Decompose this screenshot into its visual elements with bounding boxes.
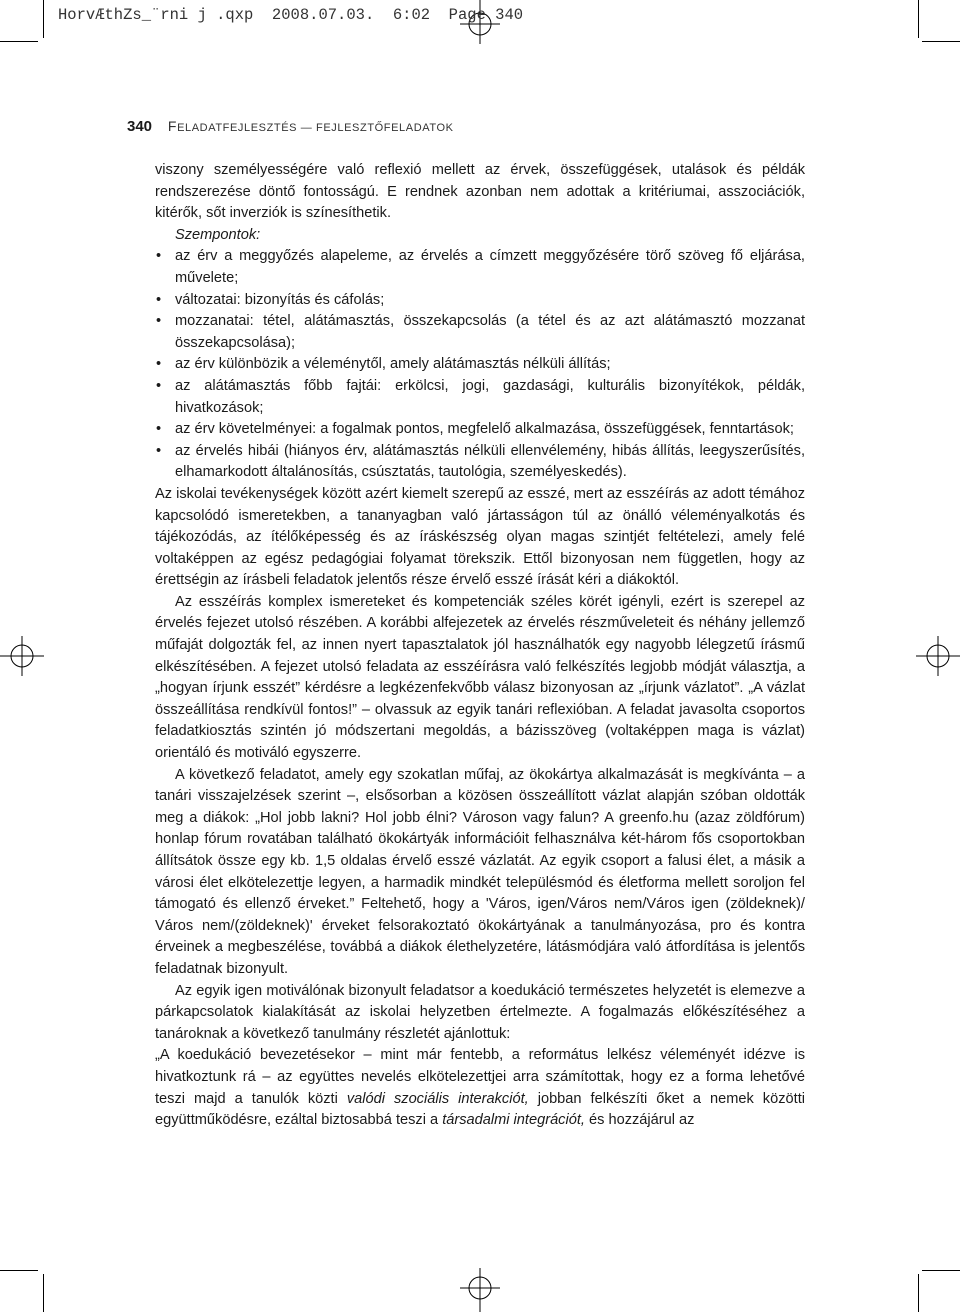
paragraph: Az iskolai tevékenységek között azért kiemelt szerepű az esszé, mert az esszéírás az adott témához kapcsolódó ismeretekben, a tananyagban való jártasságon túl az önálló véleményalkotás és tájékozódás, az ítélőképesség és az íráskészség olyan magas szintjét feltételezi, amely felé voltaképpen az egész pedagógiai folyamat törekszik. Ettől bizonyosan nem független, hogy az érettségin az írásbeli feladatok jelentős része érvelő esszé írását kéri a diákoktól. (155, 485, 805, 589)
crop-mark-bottom-right-v (918, 1274, 919, 1312)
registration-mark-left-icon (0, 636, 44, 676)
block-quote: „A koedukáció bevezetésekor – mint már fentebb, a református lelkész véleményét idézve is hivatkoztunk rá – az együttes nevelés elkötelezettjei arra számítottak, hogy ez a forma lehetővé teszi majd a tanulók közti valódi szociális interakciót, jobban felkészíti őket a nemek közötti együttműködésre, ezáltal biztosabbá teszi a társadalmi integrációt, és hozzájárul az (155, 1047, 805, 1129)
running-head (127, 118, 454, 135)
crop-mark-bottom-left-v (43, 1274, 44, 1312)
list-item: • az érv követelményei: a fogalmak pontos, megfelelő alkalmazása, összefüggések, fenntartások; (156, 421, 794, 438)
szempontok-label: Szempontok: (175, 226, 261, 243)
body-text (155, 160, 805, 1132)
crop-mark-top-right-h (922, 41, 960, 42)
crop-mark-bottom-right-h (922, 1270, 960, 1271)
crop-mark-top-left-v (43, 0, 44, 38)
crop-mark-bottom-left-h (0, 1270, 38, 1271)
crop-mark-top-left-h (0, 41, 38, 42)
list-item: • mozzanatai: tétel, alátámasztás, összekapcsolás (a tétel és az azt alátámasztó mozzanat összekapcsolása); (156, 313, 805, 351)
print-slug-line: HorvÆthZs_¨rni j .qxp 2008.07.03. 6:02 Page 340 (58, 6, 524, 24)
page-number: 340 (127, 118, 153, 135)
crop-mark-top-right-v (918, 0, 919, 38)
paragraph: A következő feladatot, amely egy szokatlan műfaj, az ökokártya alkalmazását is megkívánta – a tanári visszajelzések szerint –, elsősorban a közösen összeállított vázlat alapján szóban oldották meg a diákok: „Hol jobb lakni? Hol jobb élni? Városon vagy falun? A greenfo.hu (azaz zöldfórum) honlap fórum rovatában található ökokártyák információit felhasználva két-három fős csoportokban állítsátok össze egy kb. 1,5 oldalas érvelő esszé vázlatát. Az egyik csoport a falusi élet, a másik a városi élet elkötelezettje legyen, a harmadik mindkét településmód és életforma mellett soroljon fel támogató és ellenző érveket.” Feltehető, hogy a 'Város, igen/Város nem/Város igen (zöldeknek)/ Város nem/(zöldeknek)' érveket felsorakoztató ökokártyának a tanulmányozása, pro és kontra érveinek a megbeszélése, továbbá a diákok élethelyzetére, látásmódjára való átfordítása is jelentős feladatnak bizonyult. (155, 766, 805, 977)
paragraph-intro: viszony személyességére való reflexió mellett az érvek, összefüggések, utalások és példák rendszerezése döntő fontosságú. E rendnek azonban nem adottak a kritériumai, asszociációk, kitérők, sőt inverziók is színesíthetik. (155, 162, 805, 222)
running-head-title: FELADATFEJLESZTÉS — FEJLESZTŐFELADATOK (167, 118, 454, 134)
list-item: • az alátámasztás főbb fajtái: erkölcsi, jogi, gazdasági, kulturális bizonyítékok, példák, hivatkozások; (156, 377, 805, 416)
criteria-list (155, 246, 805, 484)
paragraph: Az egyik igen motiválónak bizonyult feladatsor a koedukáció természetes helyzetét is elemezve a párkapcsolatok kialakítását az iskolai helyzetben értelmezte. A fogalmazás előkészítéséhez a tanároknak a következő tanulmány részletét ajánlottuk: (155, 982, 805, 1042)
list-item: • az érv különbözik a véleménytől, amely alátámasztás nélküli állítás; (156, 356, 611, 373)
list-item: • változatai: bizonyítás és cáfolás; (156, 291, 385, 308)
registration-mark-right-icon (916, 636, 960, 676)
paragraph: Az esszéírás komplex ismereteket és kompetenciák széles körét igényli, ezért is szerepel az érvelés fejezet utolsó részében. A korábbi alfejezetek az érvelés részműveleteit és néhány jellemző műfaját dolgozták fel, az innen nyert tapasztalatok jól használhatók egy nagyobb lélegzetű írásmű elkészítésében. A fejezet utolsó feladata az esszéírásra való felkészítés legjobb módját választja, a „hogyan írjunk esszét” kérdésre a legkézenfekvőbb válasz bizonyosan az „írjunk vázlatot”. „A vázlat összeállítása rendkívül fontos!” – olvassuk az egyik tanári reflexióban. A feladat javasolta csoportos feladatkiosztás szintén jó módszertani megoldás, a bázisszöveg (voltaképpen maga is vázlat) orientáló és motiváló egyszerre. (155, 593, 805, 762)
list-item: • az érv a meggyőzés alapeleme, az érvelés a címzett meggyőzésére törő szöveg fő eljárása, művelete; (156, 248, 805, 286)
registration-mark-bottom-icon (460, 1268, 500, 1312)
list-item: • az érvelés hibái (hiányos érv, alátámasztás nélküli ellenvélemény, hibás állítás, leegyszerűsítés, elhamarkodott általánosítás, csúsztatás, tautológia, személyeskedés). (156, 442, 805, 481)
